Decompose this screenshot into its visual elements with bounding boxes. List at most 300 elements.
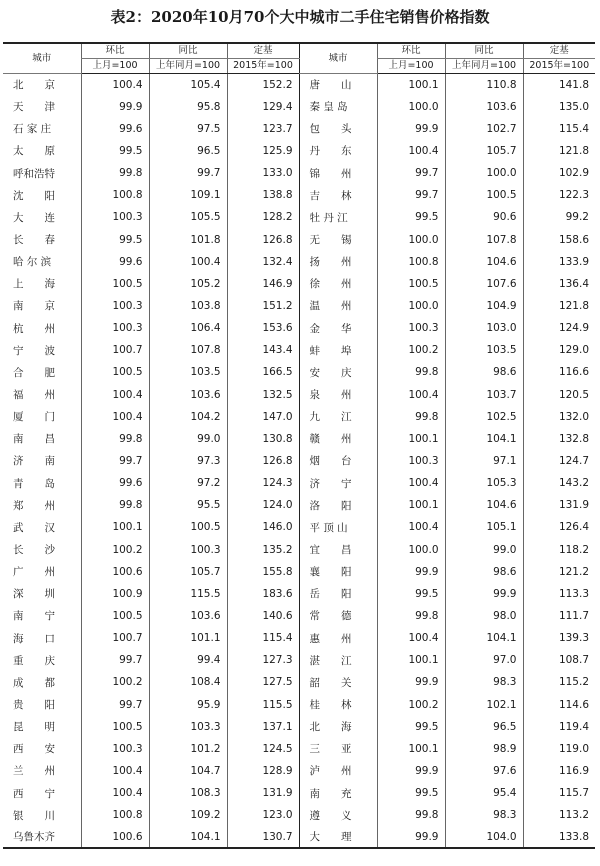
mom-cell: 99.8 (81, 494, 149, 516)
base-cell: 102.9 (523, 162, 595, 184)
yoy-cell: 105.7 (445, 140, 523, 162)
city-cell: 武 汉 (13, 521, 55, 534)
base-cell: 131.9 (227, 782, 299, 804)
mom-cell: 100.3 (377, 450, 445, 472)
base-cell: 151.2 (227, 295, 299, 317)
yoy-cell: 98.9 (445, 738, 523, 760)
base-subheader-left: 2015年=100 (227, 59, 299, 74)
city-cell: 吉 林 (299, 184, 377, 206)
base-cell: 122.3 (523, 184, 595, 206)
mom-cell: 100.7 (81, 627, 149, 649)
yoy-cell: 97.5 (149, 118, 227, 140)
base-cell: 126.8 (227, 450, 299, 472)
yoy-cell: 105.2 (149, 273, 227, 295)
base-cell: 124.3 (227, 472, 299, 494)
base-header-right: 定基 (523, 43, 595, 59)
base-cell: 131.9 (523, 494, 595, 516)
yoy-cell: 96.5 (445, 716, 523, 738)
yoy-cell: 104.7 (149, 760, 227, 782)
yoy-cell: 99.7 (149, 162, 227, 184)
base-header-left: 定基 (227, 43, 299, 59)
yoy-cell: 107.8 (445, 228, 523, 250)
mom-cell: 99.9 (81, 96, 149, 118)
mom-cell: 100.2 (81, 671, 149, 693)
table-row (3, 605, 595, 627)
price-index-table (3, 42, 595, 849)
city-cell: 包 头 (299, 118, 377, 140)
city-cell: 南 昌 (13, 433, 55, 446)
table-row (3, 738, 595, 760)
yoy-cell: 103.7 (445, 383, 523, 405)
city-cell: 济 宁 (299, 472, 377, 494)
table-row (3, 228, 595, 250)
table-row (3, 251, 595, 273)
table-row (3, 383, 595, 405)
city-cell: 大 理 (299, 826, 377, 848)
yoy-subheader-left: 上年同月=100 (149, 59, 227, 74)
mom-header-left: 环比 (81, 43, 149, 59)
yoy-cell: 108.4 (149, 671, 227, 693)
yoy-cell: 105.5 (149, 206, 227, 228)
mom-cell: 99.7 (377, 162, 445, 184)
mom-cell: 100.5 (81, 273, 149, 295)
yoy-cell: 90.6 (445, 206, 523, 228)
mom-cell: 100.1 (377, 74, 445, 96)
base-cell: 115.7 (523, 782, 595, 804)
mom-cell: 100.1 (377, 738, 445, 760)
mom-cell: 99.8 (377, 406, 445, 428)
yoy-cell: 105.4 (149, 74, 227, 96)
city-cell: 泉 州 (299, 383, 377, 405)
mom-subheader-left: 上月=100 (81, 59, 149, 74)
yoy-cell: 100.5 (149, 516, 227, 538)
mom-cell: 100.4 (81, 406, 149, 428)
yoy-cell: 110.8 (445, 74, 523, 96)
base-cell: 146.0 (227, 516, 299, 538)
city-cell: 扬 州 (299, 251, 377, 273)
table-row (3, 472, 595, 494)
base-cell: 146.9 (227, 273, 299, 295)
city-cell: 宁 波 (13, 344, 55, 357)
city-cell: 广 州 (13, 566, 55, 579)
city-cell: 北 京 (13, 79, 55, 92)
city-cell: 宜 昌 (299, 538, 377, 560)
city-cell: 丹 东 (299, 140, 377, 162)
base-cell: 121.2 (523, 561, 595, 583)
city-cell: 呼和浩特 (13, 167, 55, 180)
yoy-cell: 97.3 (149, 450, 227, 472)
mom-cell: 99.6 (81, 118, 149, 140)
yoy-cell: 115.5 (149, 583, 227, 605)
base-cell: 143.2 (523, 472, 595, 494)
mom-cell: 99.5 (377, 583, 445, 605)
base-cell: 119.0 (523, 738, 595, 760)
mom-cell: 100.4 (377, 472, 445, 494)
table-row (3, 118, 595, 140)
mom-cell: 100.1 (81, 516, 149, 538)
mom-cell: 100.2 (377, 693, 445, 715)
city-cell: 南 宁 (13, 610, 55, 623)
yoy-cell: 97.2 (149, 472, 227, 494)
mom-cell: 99.7 (81, 649, 149, 671)
base-cell: 121.8 (523, 295, 595, 317)
city-cell: 平 顶 山 (299, 516, 377, 538)
mom-cell: 99.8 (377, 605, 445, 627)
city-cell: 无 锡 (299, 228, 377, 250)
table-row (3, 760, 595, 782)
mom-cell: 100.4 (377, 627, 445, 649)
yoy-cell: 95.4 (445, 782, 523, 804)
mom-cell: 99.5 (377, 206, 445, 228)
base-cell: 119.4 (523, 716, 595, 738)
city-cell: 大 连 (13, 211, 55, 224)
city-cell: 常 德 (299, 605, 377, 627)
yoy-cell: 103.6 (445, 96, 523, 118)
city-cell: 南 京 (13, 300, 55, 313)
base-cell: 125.9 (227, 140, 299, 162)
yoy-cell: 103.0 (445, 317, 523, 339)
yoy-cell: 99.9 (445, 583, 523, 605)
yoy-cell: 97.0 (445, 649, 523, 671)
mom-cell: 99.6 (81, 472, 149, 494)
mom-cell: 100.5 (81, 361, 149, 383)
base-cell: 152.2 (227, 74, 299, 96)
city-cell: 兰 州 (13, 765, 55, 778)
city-cell: 合 肥 (13, 366, 55, 379)
base-cell: 135.0 (523, 96, 595, 118)
yoy-cell: 102.1 (445, 693, 523, 715)
yoy-cell: 104.9 (445, 295, 523, 317)
mom-subheader-right: 上月=100 (377, 59, 445, 74)
yoy-cell: 109.1 (149, 184, 227, 206)
table-row (3, 339, 595, 361)
base-cell: 115.5 (227, 693, 299, 715)
city-cell: 青 岛 (13, 477, 55, 490)
base-cell: 132.5 (227, 383, 299, 405)
mom-cell: 100.1 (377, 649, 445, 671)
yoy-cell: 100.4 (149, 251, 227, 273)
table-row (3, 716, 595, 738)
yoy-header-right: 同比 (445, 43, 523, 59)
city-cell: 牡 丹 江 (299, 206, 377, 228)
city-cell: 惠 州 (299, 627, 377, 649)
mom-cell: 100.0 (377, 96, 445, 118)
mom-cell: 99.7 (81, 450, 149, 472)
base-cell: 138.8 (227, 184, 299, 206)
table-row (3, 74, 595, 96)
base-cell: 183.6 (227, 583, 299, 605)
base-cell: 126.8 (227, 228, 299, 250)
table-row (3, 162, 595, 184)
mom-cell: 99.6 (81, 251, 149, 273)
base-cell: 124.9 (523, 317, 595, 339)
yoy-cell: 109.2 (149, 804, 227, 826)
yoy-cell: 107.8 (149, 339, 227, 361)
city-cell: 锦 州 (299, 162, 377, 184)
yoy-cell: 108.3 (149, 782, 227, 804)
base-cell: 135.2 (227, 538, 299, 560)
base-cell: 133.0 (227, 162, 299, 184)
mom-cell: 100.5 (81, 605, 149, 627)
mom-cell: 100.4 (81, 383, 149, 405)
base-cell: 127.5 (227, 671, 299, 693)
mom-cell: 100.4 (81, 760, 149, 782)
city-cell: 洛 阳 (299, 494, 377, 516)
table-row (3, 561, 595, 583)
base-cell: 140.6 (227, 605, 299, 627)
yoy-cell: 104.6 (445, 494, 523, 516)
base-cell: 143.4 (227, 339, 299, 361)
base-cell: 147.0 (227, 406, 299, 428)
base-cell: 118.2 (523, 538, 595, 560)
table-row (3, 826, 595, 848)
table-row (3, 295, 595, 317)
yoy-cell: 100.5 (445, 184, 523, 206)
base-cell: 133.9 (523, 251, 595, 273)
mom-cell: 100.4 (377, 383, 445, 405)
city-cell: 九 江 (299, 406, 377, 428)
yoy-cell: 96.5 (149, 140, 227, 162)
mom-cell: 100.8 (377, 251, 445, 273)
mom-cell: 99.8 (81, 162, 149, 184)
city-cell: 成 都 (13, 676, 55, 689)
mom-cell: 100.3 (81, 738, 149, 760)
mom-cell: 99.5 (377, 782, 445, 804)
yoy-cell: 105.3 (445, 472, 523, 494)
mom-cell: 100.4 (81, 782, 149, 804)
base-cell: 116.9 (523, 760, 595, 782)
base-cell: 136.4 (523, 273, 595, 295)
table-row (3, 184, 595, 206)
base-cell: 158.6 (523, 228, 595, 250)
mom-cell: 100.8 (81, 804, 149, 826)
base-cell: 130.8 (227, 428, 299, 450)
yoy-cell: 95.9 (149, 693, 227, 715)
yoy-cell: 95.8 (149, 96, 227, 118)
yoy-cell: 97.6 (445, 760, 523, 782)
base-cell: 124.7 (523, 450, 595, 472)
city-cell: 长 沙 (13, 544, 55, 557)
mom-cell: 100.0 (377, 295, 445, 317)
table-row (3, 649, 595, 671)
base-cell: 108.7 (523, 649, 595, 671)
city-cell: 太 原 (13, 145, 55, 158)
yoy-cell: 102.5 (445, 406, 523, 428)
yoy-cell: 103.5 (149, 361, 227, 383)
table-row (3, 583, 595, 605)
base-cell: 153.6 (227, 317, 299, 339)
city-cell: 杭 州 (13, 322, 55, 335)
city-cell: 南 充 (299, 782, 377, 804)
city-cell: 深 圳 (13, 588, 55, 601)
mom-cell: 100.2 (377, 339, 445, 361)
table-row (3, 406, 595, 428)
table-row (3, 516, 595, 538)
city-cell: 厦 门 (13, 411, 55, 424)
yoy-cell: 106.4 (149, 317, 227, 339)
mom-cell: 100.4 (377, 516, 445, 538)
city-cell: 昆 明 (13, 721, 55, 734)
mom-cell: 100.4 (81, 74, 149, 96)
mom-cell: 100.1 (377, 494, 445, 516)
mom-cell: 99.5 (81, 140, 149, 162)
base-subheader-right: 2015年=100 (523, 59, 595, 74)
yoy-cell: 102.7 (445, 118, 523, 140)
city-cell: 湛 江 (299, 649, 377, 671)
table-row (3, 804, 595, 826)
mom-cell: 100.1 (377, 428, 445, 450)
base-cell: 128.2 (227, 206, 299, 228)
yoy-cell: 98.0 (445, 605, 523, 627)
yoy-header-left: 同比 (149, 43, 227, 59)
base-cell: 124.5 (227, 738, 299, 760)
base-cell: 141.8 (523, 74, 595, 96)
city-cell: 北 海 (299, 716, 377, 738)
base-cell: 99.2 (523, 206, 595, 228)
mom-cell: 99.8 (81, 428, 149, 450)
city-cell: 贵 阳 (13, 699, 55, 711)
base-cell: 132.0 (523, 406, 595, 428)
city-cell: 沈 阳 (13, 189, 55, 202)
mom-cell: 99.7 (81, 693, 149, 715)
city-header-left: 城市 (3, 43, 81, 74)
yoy-cell: 105.7 (149, 561, 227, 583)
base-cell: 123.7 (227, 118, 299, 140)
yoy-cell: 103.5 (445, 339, 523, 361)
city-cell: 郑 州 (13, 499, 55, 512)
base-cell: 139.3 (523, 627, 595, 649)
mom-cell: 99.9 (377, 561, 445, 583)
city-cell: 哈 尔 滨 (13, 256, 52, 269)
yoy-cell: 100.0 (445, 162, 523, 184)
mom-cell: 99.9 (377, 760, 445, 782)
mom-cell: 100.0 (377, 538, 445, 560)
table-row (3, 494, 595, 516)
yoy-cell: 103.3 (149, 716, 227, 738)
yoy-cell: 101.1 (149, 627, 227, 649)
yoy-cell: 98.3 (445, 671, 523, 693)
city-cell: 海 口 (13, 632, 55, 645)
mom-cell: 100.7 (81, 339, 149, 361)
yoy-cell: 103.6 (149, 383, 227, 405)
base-cell: 127.3 (227, 649, 299, 671)
base-cell: 115.4 (523, 118, 595, 140)
base-cell: 126.4 (523, 516, 595, 538)
city-cell: 天 津 (13, 101, 55, 114)
yoy-cell: 104.1 (149, 826, 227, 848)
mom-cell: 100.5 (377, 273, 445, 295)
table-title: 表2：2020年10月70个大中城市二手住宅销售价格指数 (110, 8, 490, 26)
city-cell: 西 宁 (13, 787, 55, 800)
mom-cell: 99.7 (377, 184, 445, 206)
base-cell: 166.5 (227, 361, 299, 383)
mom-cell: 99.8 (377, 361, 445, 383)
mom-cell: 99.8 (377, 804, 445, 826)
base-cell: 124.0 (227, 494, 299, 516)
mom-cell: 100.4 (377, 140, 445, 162)
base-cell: 128.9 (227, 760, 299, 782)
yoy-cell: 99.0 (149, 428, 227, 450)
table-row (3, 317, 595, 339)
base-cell: 114.6 (523, 693, 595, 715)
base-cell: 130.7 (227, 826, 299, 848)
table-row (3, 140, 595, 162)
mom-cell: 99.9 (377, 826, 445, 848)
mom-cell: 100.0 (377, 228, 445, 250)
mom-cell: 99.5 (377, 716, 445, 738)
city-cell: 韶 关 (299, 671, 377, 693)
base-cell: 132.8 (523, 428, 595, 450)
city-cell: 安 庆 (299, 361, 377, 383)
base-cell: 115.4 (227, 627, 299, 649)
mom-cell: 100.3 (81, 295, 149, 317)
city-cell: 西 安 (13, 743, 55, 756)
yoy-cell: 104.1 (445, 428, 523, 450)
yoy-cell: 101.8 (149, 228, 227, 250)
mom-cell: 100.9 (81, 583, 149, 605)
city-cell: 三 亚 (299, 738, 377, 760)
yoy-cell: 103.8 (149, 295, 227, 317)
city-cell: 福 州 (13, 389, 55, 402)
city-cell: 重 庆 (13, 654, 55, 667)
yoy-subheader-right: 上年同月=100 (445, 59, 523, 74)
yoy-cell: 98.6 (445, 561, 523, 583)
base-cell: 116.6 (523, 361, 595, 383)
table-row (3, 671, 595, 693)
mom-cell: 100.2 (81, 538, 149, 560)
yoy-cell: 99.4 (149, 649, 227, 671)
city-cell: 银 川 (13, 809, 55, 822)
table-body (3, 74, 595, 849)
table-row (3, 782, 595, 804)
table-row (3, 627, 595, 649)
city-cell: 济 南 (13, 455, 55, 468)
yoy-cell: 107.6 (445, 273, 523, 295)
yoy-cell: 104.6 (445, 251, 523, 273)
base-cell: 113.3 (523, 583, 595, 605)
city-cell: 唐 山 (299, 74, 377, 96)
table-row (3, 538, 595, 560)
mom-cell: 99.5 (81, 228, 149, 250)
yoy-cell: 95.5 (149, 494, 227, 516)
table-row (3, 450, 595, 472)
yoy-cell: 101.2 (149, 738, 227, 760)
base-cell: 120.5 (523, 383, 595, 405)
base-cell: 113.2 (523, 804, 595, 826)
city-cell: 徐 州 (299, 273, 377, 295)
city-cell: 石 家 庄 (13, 123, 52, 136)
city-cell: 温 州 (299, 295, 377, 317)
base-cell: 129.4 (227, 96, 299, 118)
mom-header-right: 环比 (377, 43, 445, 59)
table-row (3, 96, 595, 118)
city-cell: 长 春 (13, 234, 55, 247)
base-cell: 137.1 (227, 716, 299, 738)
yoy-cell: 98.3 (445, 804, 523, 826)
mom-cell: 99.9 (377, 671, 445, 693)
mom-cell: 99.9 (377, 118, 445, 140)
city-cell: 蚌 埠 (299, 339, 377, 361)
mom-cell: 100.8 (81, 184, 149, 206)
base-cell: 123.0 (227, 804, 299, 826)
mom-cell: 100.6 (81, 561, 149, 583)
table-row (3, 693, 595, 715)
mom-cell: 100.5 (81, 716, 149, 738)
mom-cell: 100.6 (81, 826, 149, 848)
city-cell: 乌鲁木齐 (13, 831, 55, 844)
base-cell: 132.4 (227, 251, 299, 273)
city-cell: 秦 皇 岛 (299, 96, 377, 118)
